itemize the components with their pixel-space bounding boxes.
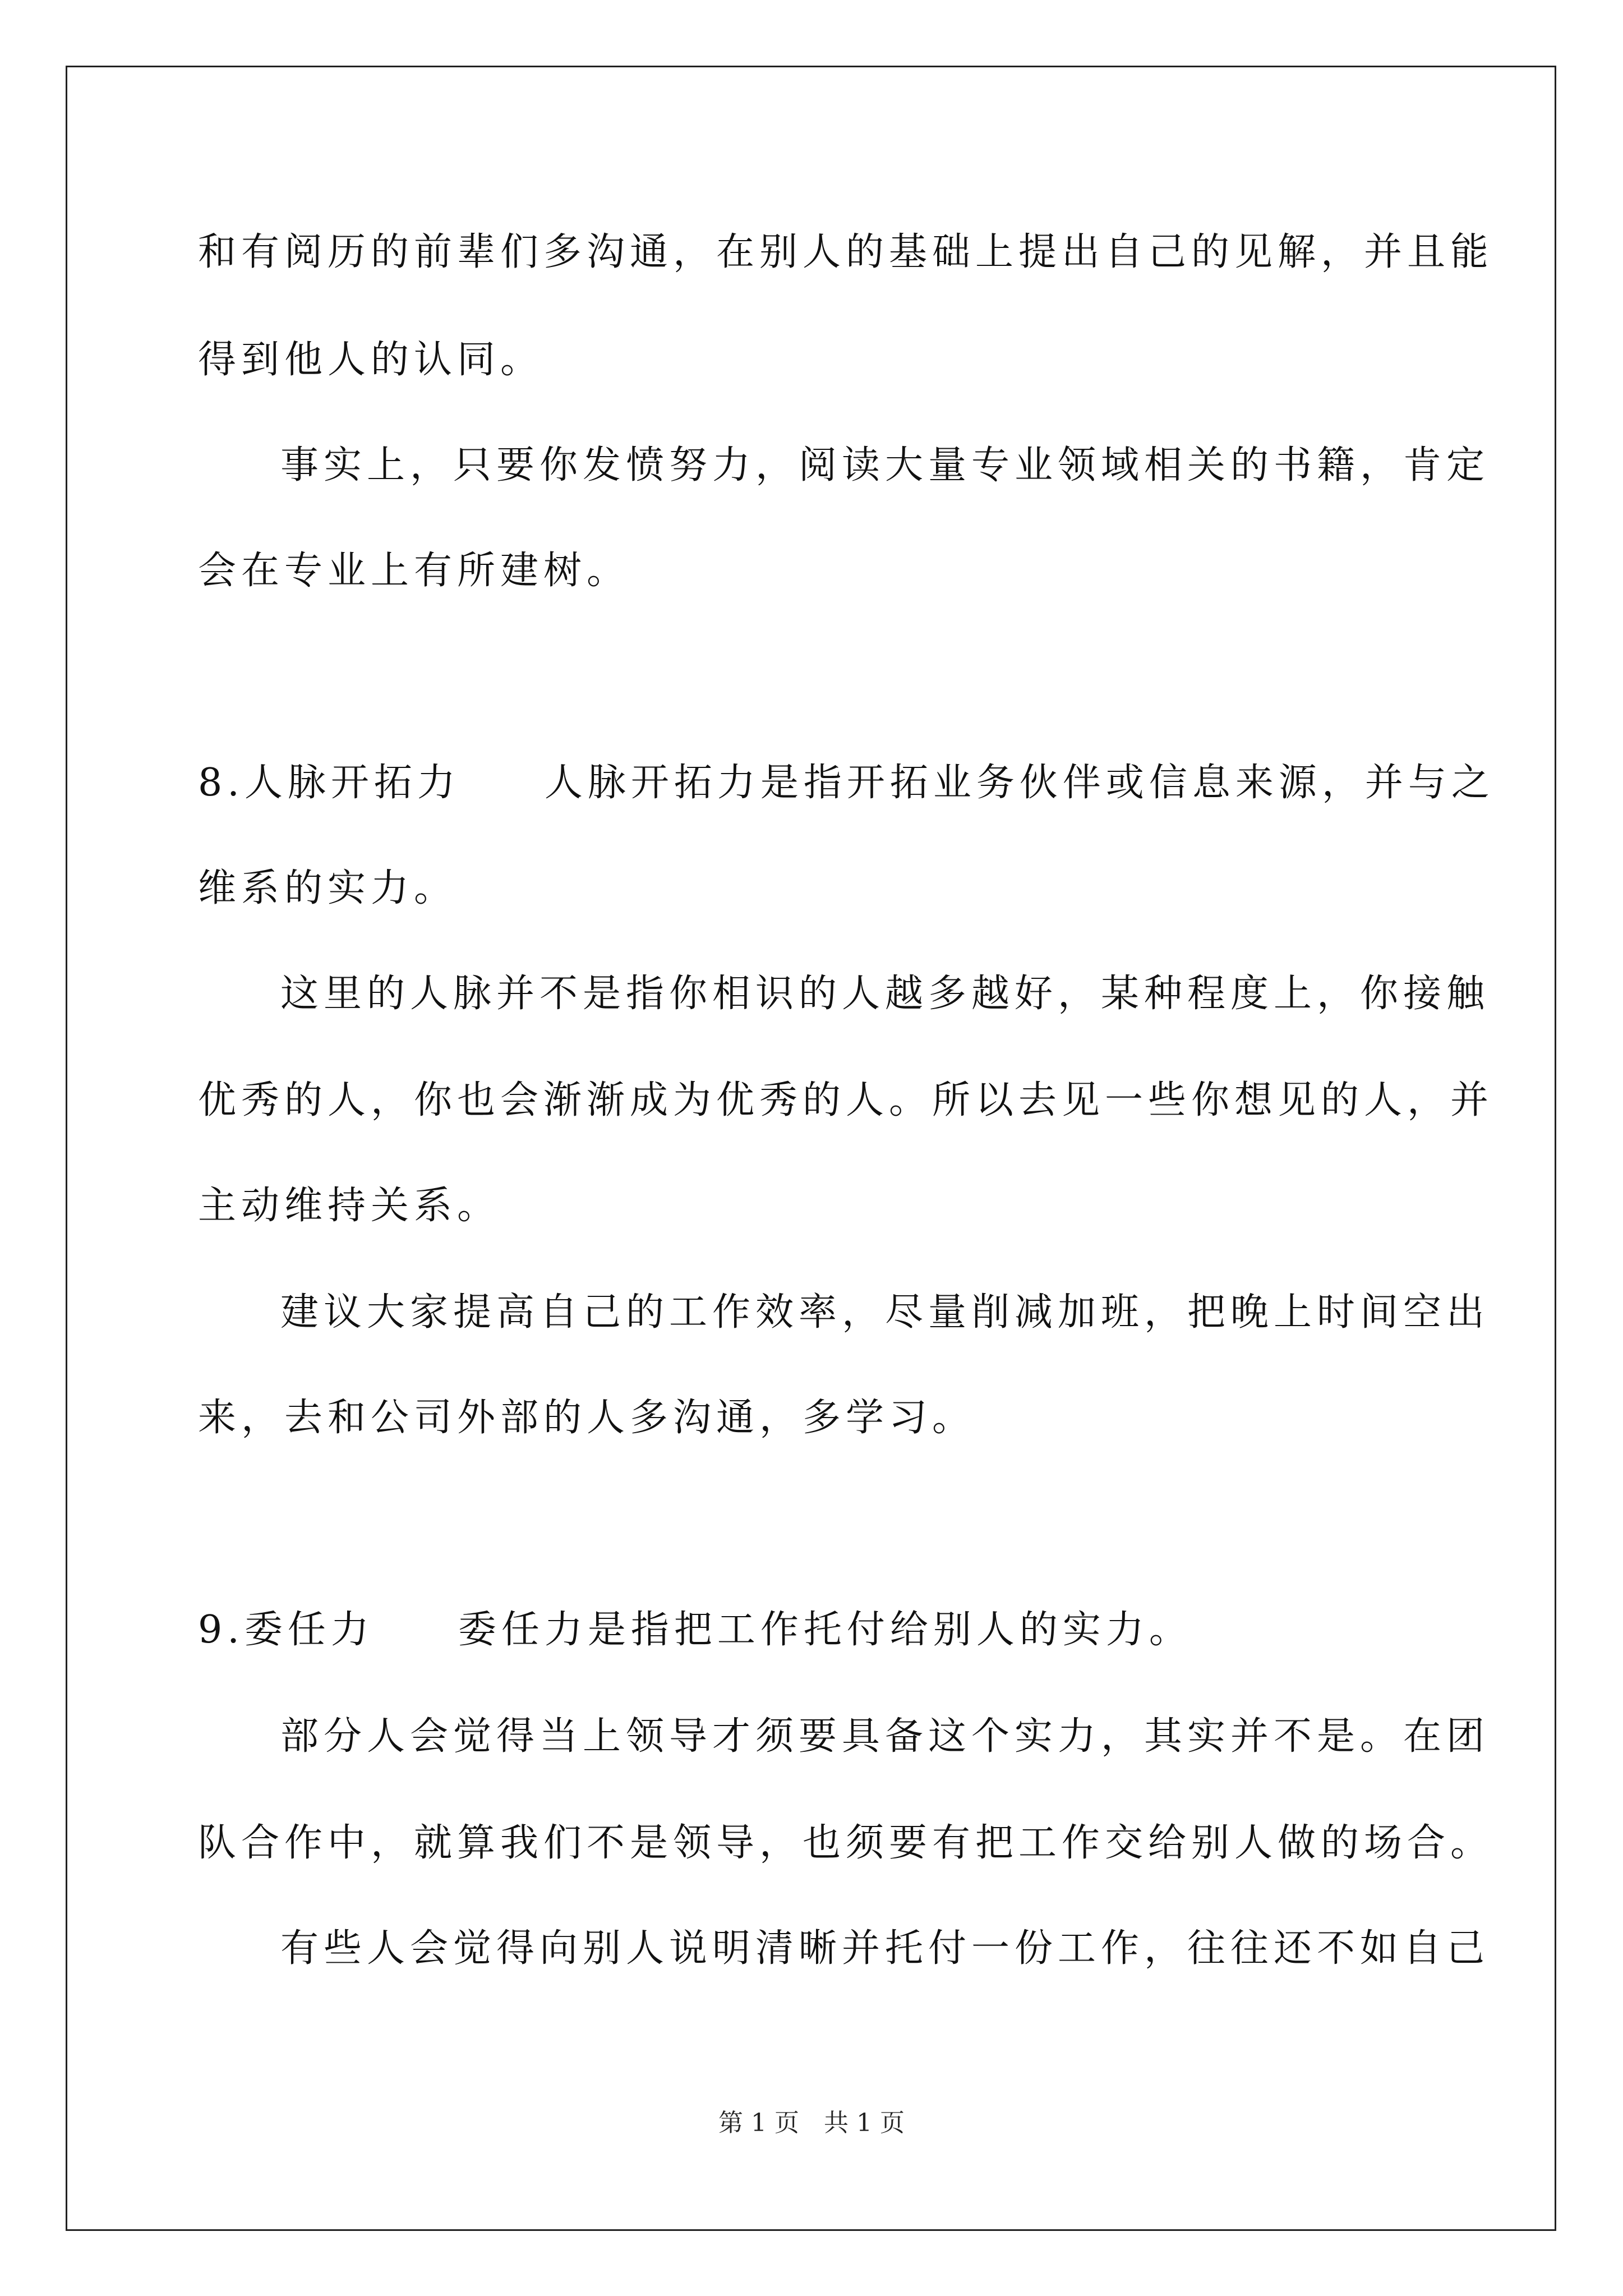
section-9-title: 9.委任力	[198, 1608, 374, 1652]
body-line-11: 部分人会觉得当上领导才须要具备这个实力，其实并不是。在团	[280, 1714, 1490, 1759]
body-line-7: 优秀的人，你也会渐渐成为优秀的人。所以去见一些你想见的人，并	[198, 1078, 1494, 1122]
body-line-1: 和有阅历的前辈们多沟通，在别人的基础上提出自己的见解，并且能	[198, 230, 1494, 274]
page-footer	[0, 2106, 1623, 2140]
page-total: 共 1 页	[824, 2109, 905, 2137]
body-line-8: 主动维持关系。	[198, 1184, 501, 1228]
section-8-heading-line	[198, 755, 1495, 811]
body-line-2: 得到他人的认同。	[198, 338, 544, 382]
page-number: 第 1 页	[718, 2109, 799, 2137]
body-line-3: 事实上，只要你发愤努力，阅读大量专业领域相关的书籍，肯定	[280, 443, 1490, 487]
section-9-intro: 委任力是指把工作托付给别人的实力。	[458, 1608, 1192, 1652]
body-line-5: 维系的实力。	[198, 866, 458, 910]
body-line-12: 队合作中，就算我们不是领导，也须要有把工作交给别人做的场合。	[198, 1821, 1494, 1865]
body-line-13: 有些人会觉得向别人说明清晰并托付一份工作，往往还不如自己	[280, 1926, 1490, 1971]
section-8-title: 8.人脉开拓力	[198, 761, 460, 805]
page-border	[66, 66, 1556, 2231]
section-9-heading-line	[198, 1602, 1192, 1658]
body-line-4: 会在专业上有所建树。	[198, 549, 630, 593]
body-line-10: 来，去和公司外部的人多沟通，多学习。	[198, 1396, 976, 1440]
body-line-9: 建议大家提高自己的工作效率，尽量削减加班，把晚上时间空出	[280, 1290, 1490, 1335]
body-line-6: 这里的人脉并不是指你相识的人越多越好，某种程度上，你接触	[280, 972, 1490, 1016]
section-8-intro: 人脉开拓力是指开拓业务伙伴或信息来源，并与之	[544, 761, 1495, 805]
